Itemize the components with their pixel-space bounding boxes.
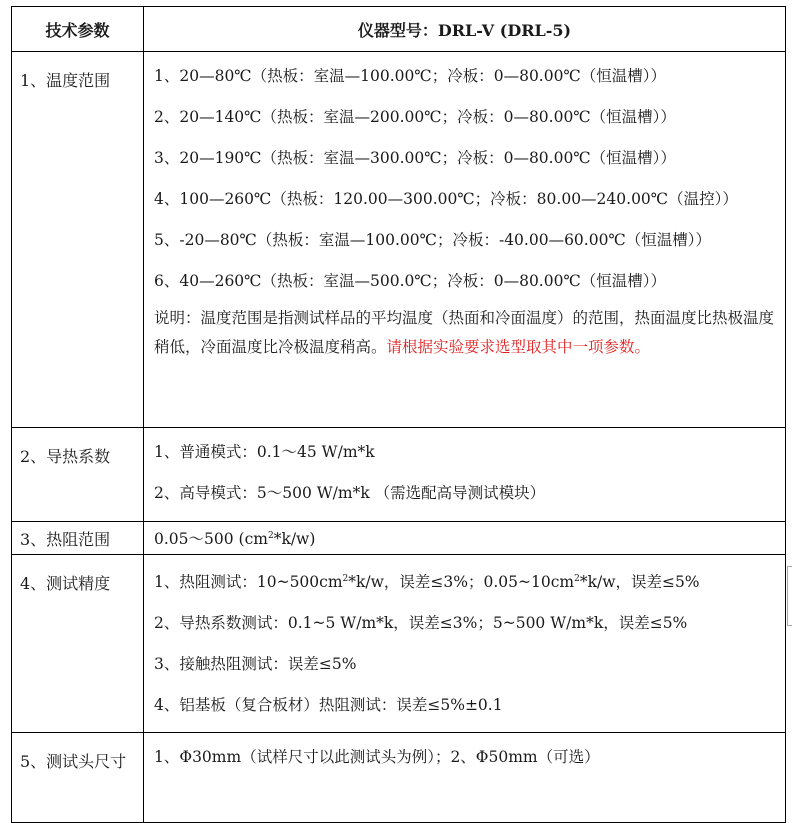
list-item: 2、20—140℃（热板：室温—200.00℃；冷板：0—80.00℃（恒温槽））	[154, 108, 676, 126]
temperature-note	[154, 304, 785, 362]
list-item: 1、普通模式：0.1～45 W/m*k	[154, 443, 375, 461]
list-item: 1、热阻测试：$10\sim 500cm^2*k/w$，误差≤3%；$0.05\sim 10cm^2*k/w$，误差≤5%	[154, 573, 700, 592]
spec-table	[11, 6, 786, 823]
row-content	[144, 52, 786, 428]
header-param: 技术参数	[12, 7, 144, 52]
row-label: 5、测试头尺寸	[12, 733, 144, 823]
table-row	[12, 733, 786, 823]
list-item: 6、40—260℃（热板：室温—500.0℃；冷板：0—80.00℃（恒温槽））	[154, 272, 667, 290]
table-row	[12, 555, 786, 733]
row-label: 2、导热系数	[12, 428, 144, 522]
list-item: 1、20—80℃（热板：室温—100.00℃；冷板：0—80.00℃（恒温槽））	[154, 67, 667, 85]
header-model: 仪器型号：DRL-V (DRL-5)	[144, 7, 786, 52]
row-content	[144, 733, 786, 823]
list-item: 3、20—190℃（热板：室温—300.00℃；冷板：0—80.00℃（恒温槽））	[154, 149, 676, 167]
table-row	[12, 52, 786, 428]
list-item: 3、接触热阻测试：误差≤5%	[154, 655, 357, 674]
list-item: 4、铝基板（复合板材）热阻测试：误差≤5%±0.1	[154, 696, 503, 715]
page-edge-marker	[787, 566, 792, 626]
list-item: 1、Φ30mm（试样尺寸以此测试头为例）；2、Φ50mm（可选）	[154, 748, 600, 767]
list-item: 4、100—260℃（热板：120.00—300.00℃；冷板：80.00—240.00℃（温控））	[154, 190, 738, 208]
header-row	[12, 7, 786, 52]
note-highlight: 请根据实验要求选型取其中一项参数。	[386, 338, 651, 356]
table-row	[12, 428, 786, 522]
row-content	[144, 522, 786, 555]
row-label: 4、测试精度	[12, 555, 144, 733]
row-label: 1、温度范围	[12, 52, 144, 428]
list-item: 2、高导模式：5～500 W/m*k （需选配高导测试模块）	[154, 484, 546, 502]
list-item: 2、导热系数测试：0.1~5 W/m*k，误差≤3%；5~500 W/m*k，误差≤5%	[154, 614, 688, 633]
note-text: 说明：温度范围是指测试样品的平均温度（热面和冷面温度）的范围，热面温度比热极温度稍低，冷面温度比冷极温度稍高。	[154, 309, 775, 356]
row-label: 3、热阻范围	[12, 522, 144, 555]
thermal-resistance-range: 0.05～500 $(cm^2*k/w)$	[154, 530, 316, 549]
table-row	[12, 522, 786, 555]
list-item: 5、-20—80℃（热板：室温—100.00℃；冷板：-40.00—60.00℃（恒温槽））	[154, 231, 712, 249]
row-content	[144, 428, 786, 522]
row-content	[144, 555, 786, 733]
